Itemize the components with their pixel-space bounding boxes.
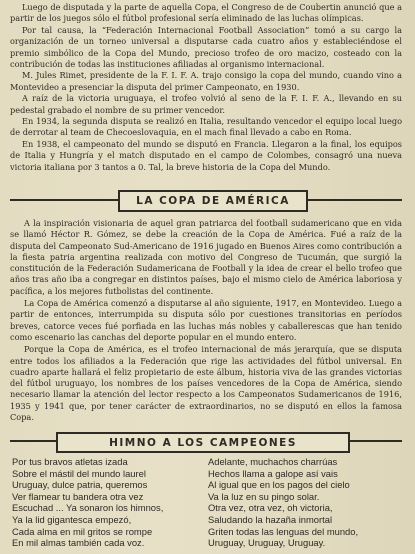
paragraph: En 1934, la segunda disputa se realizó en Italia, resultando vencedor el equipo local luego de derrotar al team de Checoeslovaquia, en el mach final llevado a cabo en Roma. [10,116,402,138]
paragraph: A la inspiración visionaria de aquel gran patriarca del football sudamericano que en vida se llamó Héctor R. Gómez, se debe la creación de la Copa de América. Fué a raíz de la disputa del Campeonato Sud-Americano de 1916 jugado en Buenos Aires como contribución a la fiesta patria argentina realizada con motivo del Congreso de Tucumán, que surgió la constitución de la Federación Sudamericana de Football y la idea de crear el bello trofeo que años tras año iba a congregar en distintos países, bajo el mismo cielo de América laboriosa y pacífica, a los mejores futbolistas del continente. [10,218,402,296]
section-title-copa-america: LA COPA DE AMÉRICA [118,190,308,212]
hymn-verse-line: Ver flamear tu bandera otra vez [12,490,144,502]
hymn-left-column [12,456,163,549]
paragraph: M. Jules Rimet, presidente de la F. I. F. A. trajo consigo la copa del mundo, cuando vino a Montevideo a presenciar la disputa del primer Campeonato, en 1930. [10,70,402,92]
hymn-verse-line: Escuchad ... Ya sonaron los himnos, [12,502,164,514]
paragraph: A raíz de la victoria uruguaya, el trofeo volvió al seno de la F. I. F. A., llevando en su pedestal grabado el nombre de su primer vencedor. [10,93,402,115]
hymn-verse-line: Cada alma en mil gritos se rompe [12,525,153,537]
hymn-verse-line: Va la luz en su pingo solar. [208,490,320,502]
hymn-verse-line: Saludando la hazaña inmortal [208,513,333,525]
world-cup-history-text [10,2,402,173]
paragraph: La Copa de América comenzó a disputarse al año siguiente, 1917, en Montevideo. Luego a partir de entonces, interrumpida su disputa sólo por cuestiones transitorias en períodos breves, catorce veces fué porfiada en las luchas más nobles y caballerescas que han tenido como escenario las canchas del deporte popular en el mundo entero. [10,298,402,342]
section-divider-right [304,199,402,201]
hymn-verse-line: Adelante, muchachos charrúas [208,456,338,467]
hymn-verse-line: Sobre el mástil del mundo laurel [12,467,146,479]
hymn-verse-line: Hechos llama a galope así vais [208,467,338,479]
paragraph: Por tal causa, la “Federación Internacional Football Association” tomó a su cargo la organización de un torneo universal a disputarse cada cuatro años y estableciéndose el premio simbólico de la Copa del Mundo, precioso trofeo de oro macizo, costeado con la contribución de todas las instituciones afiliadas al organismo internacional. [10,24,402,70]
paragraph: Porque la Copa de América, es el trofeo internacional de más jerarquía, que se disputa entre todos los afiliados a la Federación que rige las actividades del fútbol universal. En cuadro aparte hallará el feliz propietario de este álbum, historia viva de las grandes victorias del fútbol uruguayo, los nombres de los países vencedores de la Copa de América, siendo necesario llamar la atención del lector respecto a los Campeonatos Sudamericanos de 1916, 1935 y 1941 que, por tener carácter de extraordinarios, no se disputó en ellos la famosa Copa. [10,344,402,423]
hymn-right-column [208,456,358,549]
hymn-verse-line: Por tus bravos atletas izada [12,456,128,467]
section-title-hymn: HIMNO A LOS CAMPEONES [56,432,350,453]
hymn-verse-line: Al igual que en los pagos del cielo [208,479,350,491]
paragraph: En 1938, el campeonato del mundo se disputó en Francia. Llegaron a la final, los equipos de Italia y Hungría y el match disputado en el campo de Colombes, consagró una nueva victoria italiana por 3 tantos a 0. Tal, la breve historia de la Copa del Mundo. [10,138,402,172]
paragraph: Luego de disputada y la parte de aquella Copa, el Congreso de de Coubertin anunció que a partir de los juegos sólo el fútbol profesional sería eliminado de las luchas olímpicas. [10,2,402,24]
section-divider-left [10,440,56,442]
hymn-verse-line: Otra vez, otra vez, oh victoria, [208,502,333,514]
section-divider-right [346,440,402,442]
hymn-verse-line: Uruguay, dulce patria, queremos [12,479,148,491]
hymn-verse-line: En mil almas también cada voz. [12,537,145,549]
hymn-verse-line: Uruguay, Uruguay, Uruguay. [208,537,326,549]
hymn-verse-line: Griten todas las lenguas del mundo, [208,525,359,537]
section-divider-left [10,199,118,201]
hymn-verse-line: Ya la lid gigantesca empezó, [12,513,132,525]
copa-america-text [10,218,402,424]
